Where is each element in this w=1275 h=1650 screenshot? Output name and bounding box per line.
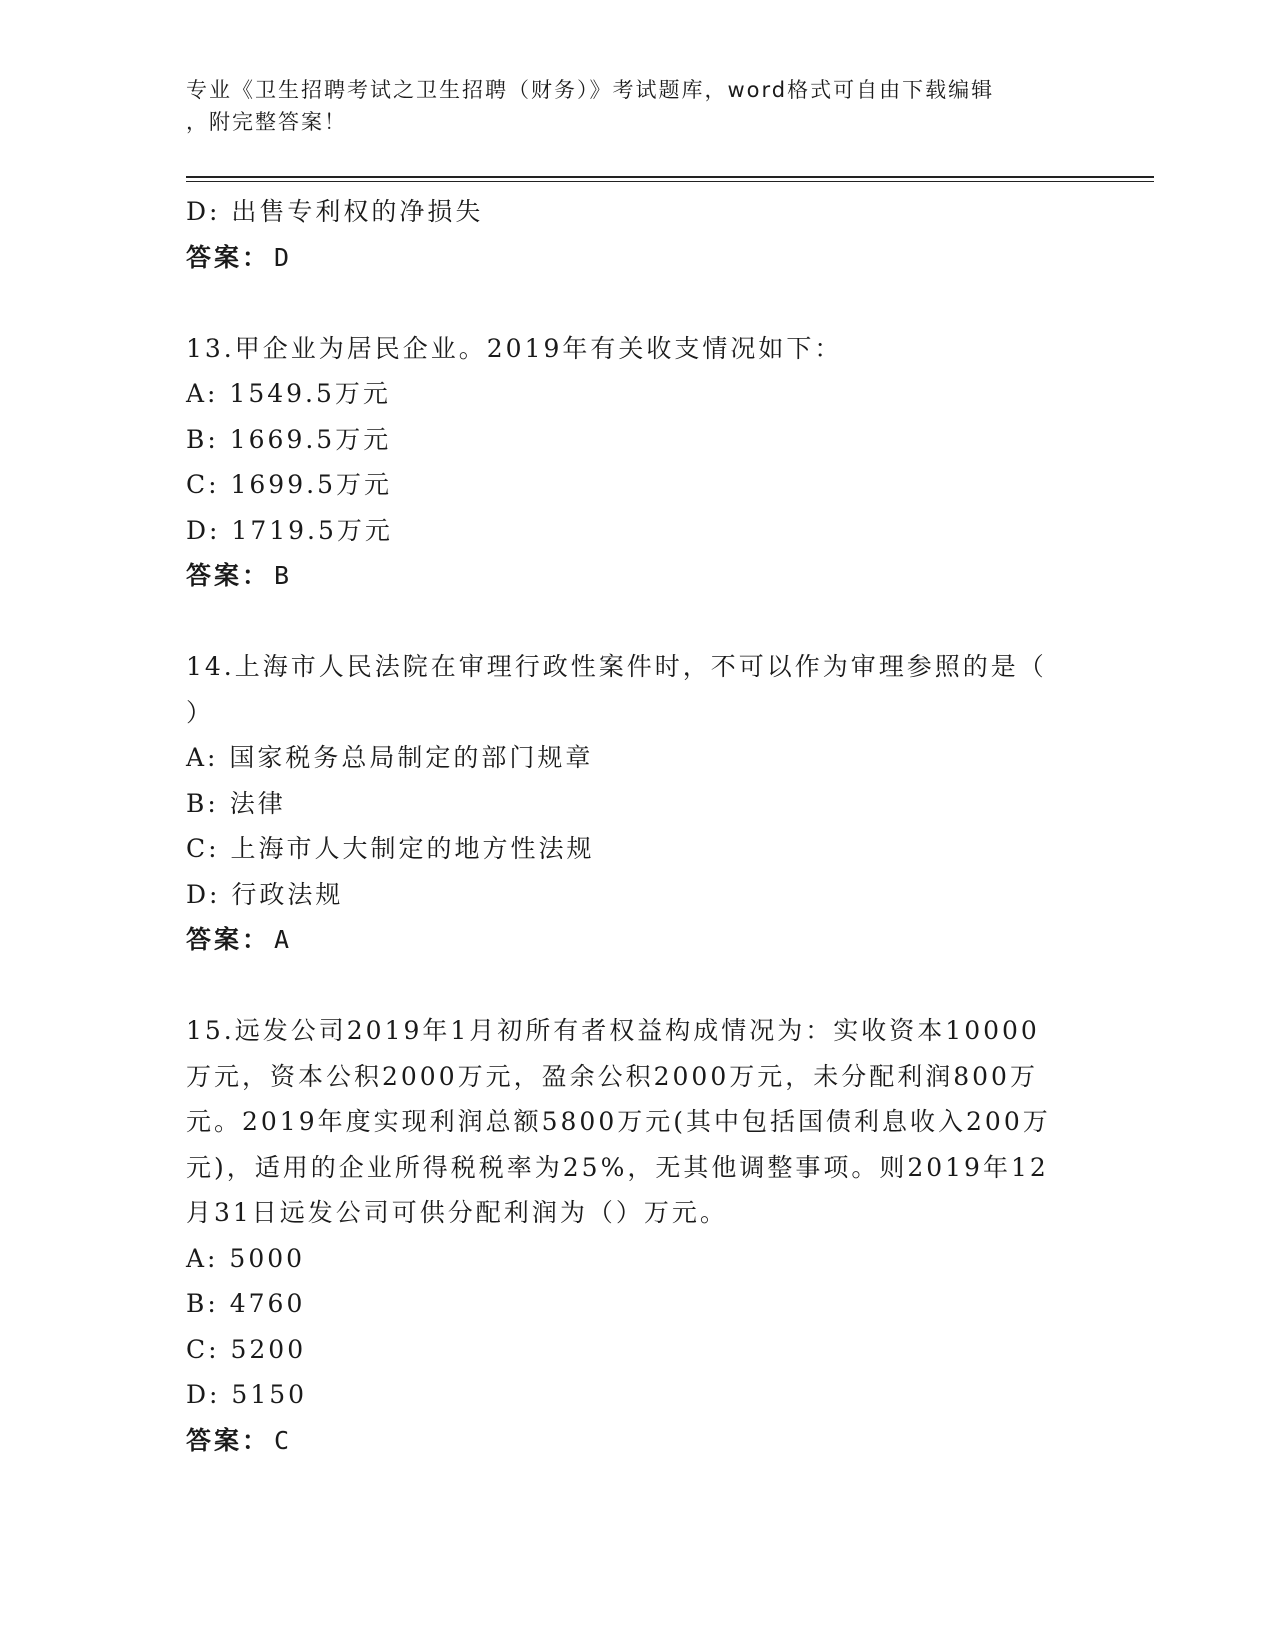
question-stem-line-4: 元)，适用的企业所得税税率为25%，无其他调整事项。则2019年12 [186, 1152, 1049, 1182]
option-a: A: 国家税务总局制定的部门规章 [186, 743, 594, 772]
header-line-1: 专业《卫生招聘考试之卫生招聘（财务）》考试题库，word格式可自由下载编辑 [186, 78, 995, 102]
option-c: C: 1699.5万元 [186, 470, 392, 499]
prev-answer [186, 235, 1076, 281]
spacer [186, 280, 1076, 326]
answer-label: 答案： [186, 242, 271, 272]
option-c: C: 上海市人大制定的地方性法规 [186, 834, 595, 863]
question-14 [186, 644, 1076, 963]
question-stem-line-5: 月31日远发公司可供分配利润为（）万元。 [186, 1198, 728, 1227]
answer-value: D [274, 242, 293, 272]
prev-option-d: D: 出售专利权的净损失 [186, 197, 484, 226]
question-stem-line-1: 15.远发公司2019年1月初所有者权益构成情况为：实收资本10000 [186, 1016, 1040, 1045]
document-header [186, 74, 1086, 138]
option-c: C: 5200 [186, 1334, 307, 1364]
option-b: B: 法律 [186, 788, 286, 818]
option-b: B: 1669.5万元 [186, 424, 392, 454]
document-content [186, 189, 1076, 1463]
question-stem-line-3: 元。2019年度实现利润总额5800万元(其中包括国债利息收入200万 [186, 1107, 1051, 1136]
question-answer [186, 553, 1076, 599]
answer-label: 答案： [186, 925, 271, 954]
question-stem-line-2: 万元，资本公积2000万元，盈余公积2000万元，未分配利润800万 [186, 1061, 1038, 1091]
option-d: D: 1719.5万元 [186, 515, 393, 545]
answer-value: A [274, 925, 293, 954]
option-d: D: 5150 [186, 1380, 308, 1409]
question-stem-line-2: ） [186, 697, 215, 727]
spacer [186, 963, 1076, 1009]
question-13 [186, 326, 1076, 599]
header-line-2: ，附完整答案！ [186, 110, 347, 134]
question-15 [186, 1008, 1076, 1463]
spacer [186, 599, 1076, 645]
answer-label: 答案： [186, 561, 271, 590]
option-a: A: 1549.5万元 [186, 379, 391, 408]
question-answer [186, 917, 1076, 963]
option-a: A: 5000 [186, 1243, 306, 1273]
header-rule-thick [186, 176, 1154, 178]
question-answer [186, 1418, 1076, 1464]
option-d: D: 行政法规 [186, 879, 344, 909]
answer-value: B [274, 561, 293, 590]
option-b: B: 4760 [186, 1289, 306, 1318]
answer-value: C [274, 1425, 293, 1455]
question-stem-line-1: 14.上海市人民法院在审理行政性案件时，不可以作为审理参照的是（ [186, 652, 1047, 681]
answer-label: 答案： [186, 1425, 271, 1455]
header-rule-thin [186, 181, 1154, 182]
question-stem: 13.甲企业为居民企业。2019年有关收支情况如下： [186, 333, 843, 363]
